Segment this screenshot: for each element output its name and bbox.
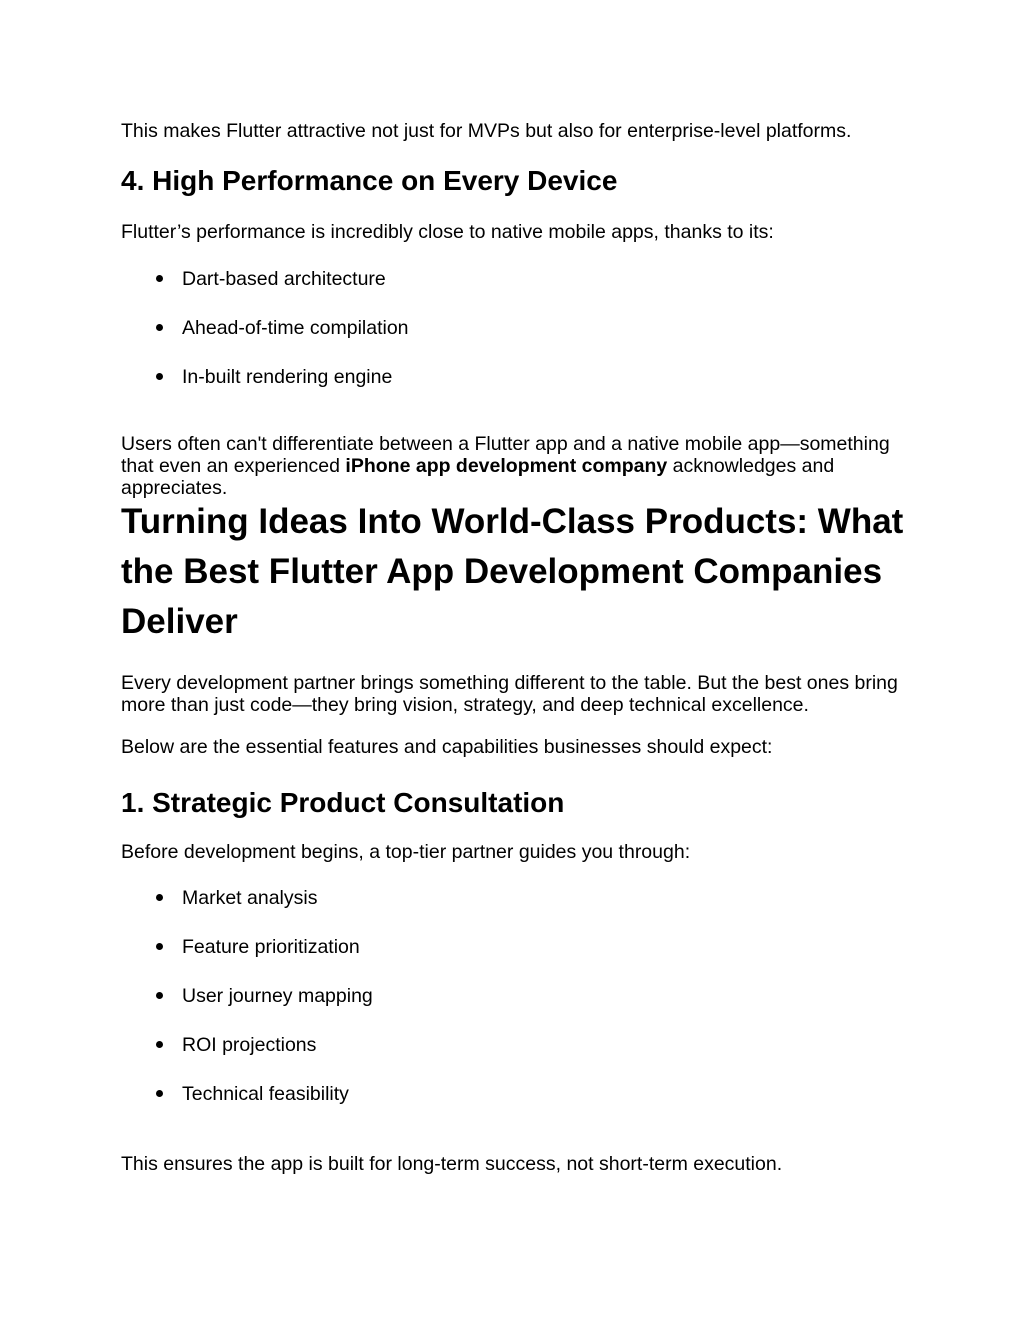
list-item-feature-prioritization: Feature prioritization — [121, 936, 905, 958]
paragraph-essential-features: Below are the essential features and capabilities businesses should expect: — [121, 736, 773, 758]
list-high-performance — [121, 268, 905, 415]
list-item-market-analysis: Market analysis — [121, 887, 905, 909]
heading-strategic-consultation: 1. Strategic Product Consultation — [121, 787, 565, 818]
paragraph-development-partner: Every development partner brings something different to the table. But the best ones bring more than just code—they bring vision, strategy, and deep technical excellence. — [121, 672, 898, 716]
paragraph-high-performance-lead: Flutter’s performance is incredibly close to native mobile apps, thanks to its: — [121, 221, 774, 243]
paragraph-intro: This makes Flutter attractive not just for MVPs but also for enterprise-level platforms. — [121, 120, 852, 142]
heading-high-performance: 4. High Performance on Every Device — [121, 165, 618, 196]
list-item-rendering-engine: In-built rendering engine — [121, 366, 905, 388]
paragraph-consultation-lead: Before development begins, a top-tier partner guides you through: — [121, 841, 691, 863]
paragraph-consultation-outro: This ensures the app is built for long-term success, not short-term execution. — [121, 1153, 783, 1175]
list-consultation — [121, 887, 905, 1132]
list-item-technical-feasibility: Technical feasibility — [121, 1083, 905, 1105]
paragraph-high-performance-outro: Users often can't differentiate between a Flutter app and a native mobile app—something that even an experienced iPhone app development company acknowledges and appreciates. — [121, 433, 890, 499]
list-item-user-journey-mapping: User journey mapping — [121, 985, 905, 1007]
list-item-aot-compilation: Ahead-of-time compilation — [121, 317, 905, 339]
list-item-roi-projections: ROI projections — [121, 1034, 905, 1056]
list-item-dart-architecture: Dart-based architecture — [121, 268, 905, 290]
heading-main-title: Turning Ideas Into World-Class Products: What the Best Flutter App Development Companies Deliver — [121, 502, 904, 641]
